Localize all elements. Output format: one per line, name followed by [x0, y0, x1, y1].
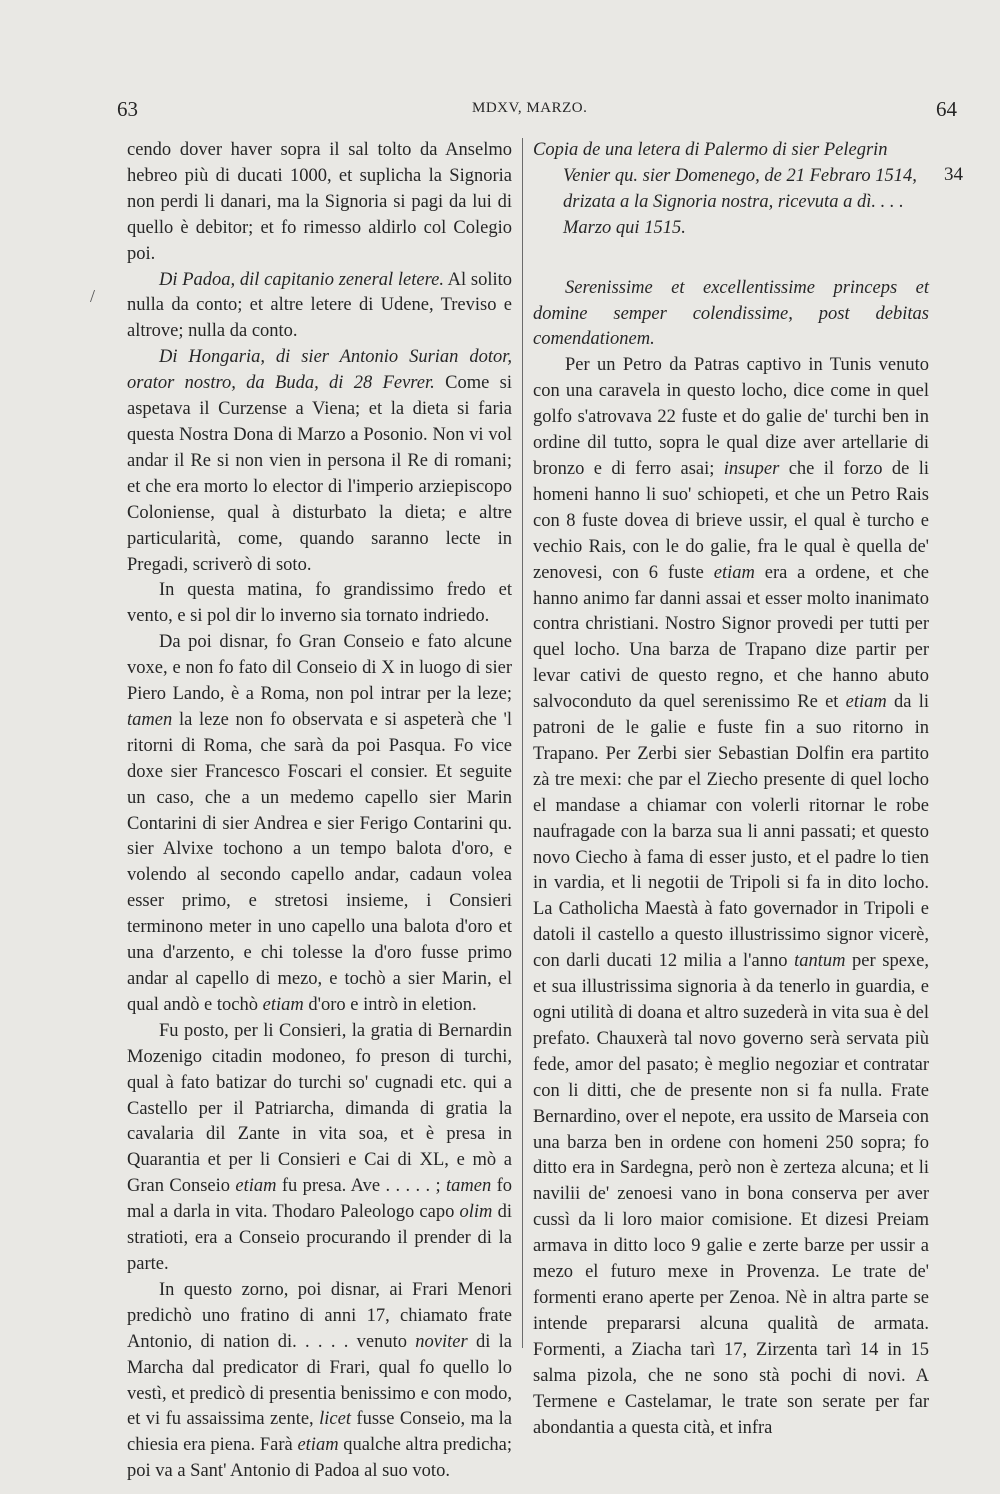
heading-inline: Di Hongaria, di sier Antonio Surian dotor, orator nostro, da Buda, di 28 Fevrer.	[127, 347, 512, 394]
heading-inline: Di Padoa, dil capitanio zeneral letere.	[159, 269, 444, 290]
paragraph: In questa matina, fo grandissimo fredo et vento, e si pol dir lo inverno sia tornato indriedo.	[127, 580, 512, 627]
paragraph: In questo zorno, poi disnar, ai Frari Menori predichò uno fratino di anni 17, chiamato frate Antonio, di nation di. . . . . venuto noviter di la Marcha dal predicator di Frari, qual fo quello lo vestì, et predicò di presentia benissimo e con modo, et vi fu assaissima zente, licet fusse Conseio, ma la chiesia era piena. Farà etiam qualche altra predicha; poi va a Sant' Antonio di Padoa al suo voto.	[127, 1279, 512, 1482]
letter-salutation: Serenissime et excellentissime princeps et domine semper colendissime, post debitas comendationem.	[533, 277, 929, 350]
paragraph: Per un Petro da Patras captivo in Tunis venuto con una caravela in questo locho, dice come in quel golfo s'atrovava 22 fuste et do galie de' turchi ben in ordine dil tutto, sopra le qual dize aver artellarie di bronzo e di ferro asai; insuper che il forzo de li homeni hanno li suo' schiopeti, et che un Petro Rais con 8 fuste dovea di brieve ussir, el qual è turcho e vechio Rais, con le do galie, fra le qual è quella de' zenovesi, con 6 fuste etiam era a ordene, et che hanno animo far danni assai et esser molto inanimato contra christiani. Nostro Signor provedi per tutti per quel locho. Una barza de Trapano dize partir per levar cativi de questo regno, et che hanno abuto salvoconduto da quel serenissimo Re et etiam da li patroni de le galie e fuste fin a suo ritorno in Trapano. Per Zerbi sier Sebastian Dolfin era partito zà tre mexi: che par el Ziecho presente di quel locho el mandase a chiamar con volerli ritornar le robe naufragade con la barza sua li anni passati; et questo novo Ciecho à fama di esser justo, et el padre lo tien in vardia, et li negotii de Tripoli si fa in dito locho. La Catholicha Maestà à fato governador in Tripoli e datoli il castello a questo illustrissimo signor vicerè, con darli ducati 12 milia a l'anno tantum per spexe, et sua illustrissima signoria à da tenerlo in guardia, e ogni utilità di doana et altro suzederà in vita sua è del prefato. Chauxerà tal novo governo serà servata più fede, amor del pasato; è meglio negoziar et contratar con li ditti, che de presente non si fa nulla. Frate Bernardino, over el nepote, era ussito de Marseia con una barza ben in ordene con homeni 250 sopra; fo ditto era in Sardegna, però non è zerteza alcuna; et li navilii de' zenoesi vano in bona conserva per aver cussì da li loro maior comisione. Et dizesi Preiam armava in ditto loco 9 galie e zerte barze per ussir a mezo el futuro mexe in Provenza. Le trate de' formenti erano aperte per Zenoa. Nè in altra parte se intende prepararsi alcuna qualità de armata. Formenti, a Ziacha tarì 17, Zirzenta tarì 14 in 15 salma pizola, che ne sono stà pochi di novi. A Termene e Castelamar, le trate son serate per far abondantia a questa cità, et infra	[533, 355, 930, 1438]
left-column	[127, 138, 512, 1485]
paragraph: Fu posto, per li Consieri, la gratia di Bernardin Mozenigo citadin modoneo, fo preson di turchi, qual à fato batizar do turchi so' cugnadi etc. qui a Castello per il Patriarcha, dimanda di gratia la cavalaria dil Zante in vita soa, et è presa in Quarantia et per li Consieri e Cai di XL, e mò a Gran Conseio etiam fu presa. Ave . . . . . ; tamen fo mal a darla in vita. Thodaro Paleologo capo olim di stratioti, era a Conseio procurando il prender di la parte.	[127, 1020, 512, 1274]
paragraph: Da poi disnar, fo Gran Conseio e fato alcune voxe, e non fo fato dil Conseio di X in luogo di sier Piero Lando, è a Roma, non pol intrar per la leze; tamen la leze non fo observata e si aspeterà che 'l ritorni di Roma, che sarà da poi Pasqua. Fo vice doxe sier Francesco Foscari el consier. Et seguite un caso, che a un medemo capello sier Marin Contarini di sier Andrea e sier Ferigo Contarini qu. sier Alvixe tochono a un tempo balota d'oro, e volendo al secondo capello andar, cadaun volea esser primo, e stretosi insieme, i Consieri terminono meter in uno capello una balota d'oro et una d'arzento, e chi tolesse la d'oro fusse primo andar al capello di mezo, e tochò a sier Marin, el qual andò e tochò etiam d'oro e intrò in eletion.	[127, 632, 512, 1015]
paragraph: Di Padoa, dil capitanio zeneral letere. Al solito nulla da conto; et altre letere di Udene, Treviso e altrove; nulla da conto.	[127, 269, 512, 342]
page-number-left: 63	[117, 97, 138, 121]
margin-mark: /	[90, 286, 96, 306]
right-column	[533, 138, 929, 1441]
paragraph: Di Hongaria, di sier Antonio Surian dotor, orator nostro, da Buda, di 28 Fevrer. Come si aspetava il Curzense a Viena; et la dieta si faria questa Nostra Dona di Marzo a Posonio. Non vi vol andar il Re si non vien in persona il Re di romani; et che era morto lo elector di l'imperio arziepiscopo Coloniense, qual à disturbato la dieta; e altre particularità, come, quando saranno lecte in Pregadi, scriverò di soto.	[127, 347, 512, 575]
letter-title: Copia de una letera di Palermo di sier Pelegrin Venier qu. sier Domenego, de 21 Febraro 1514, drizata a la Signoria nostra, ricevuta a dì. . . . Marzo qui 1515.	[533, 140, 917, 238]
margin-number: 34	[944, 164, 963, 185]
column-divider	[522, 138, 523, 1348]
page-number-right: 64	[936, 97, 957, 121]
running-title: MDXV, MARZO.	[472, 100, 588, 116]
paragraph: cendo dover haver sopra il sal tolto da Anselmo hebreo più di ducati 1000, et suplicha la Signoria non perdi li danari, ma la Signoria si pagi da lui di quello è debitor; et fo rimesso aldirlo col Colegio poi.	[127, 140, 512, 264]
page-header	[0, 97, 1000, 129]
